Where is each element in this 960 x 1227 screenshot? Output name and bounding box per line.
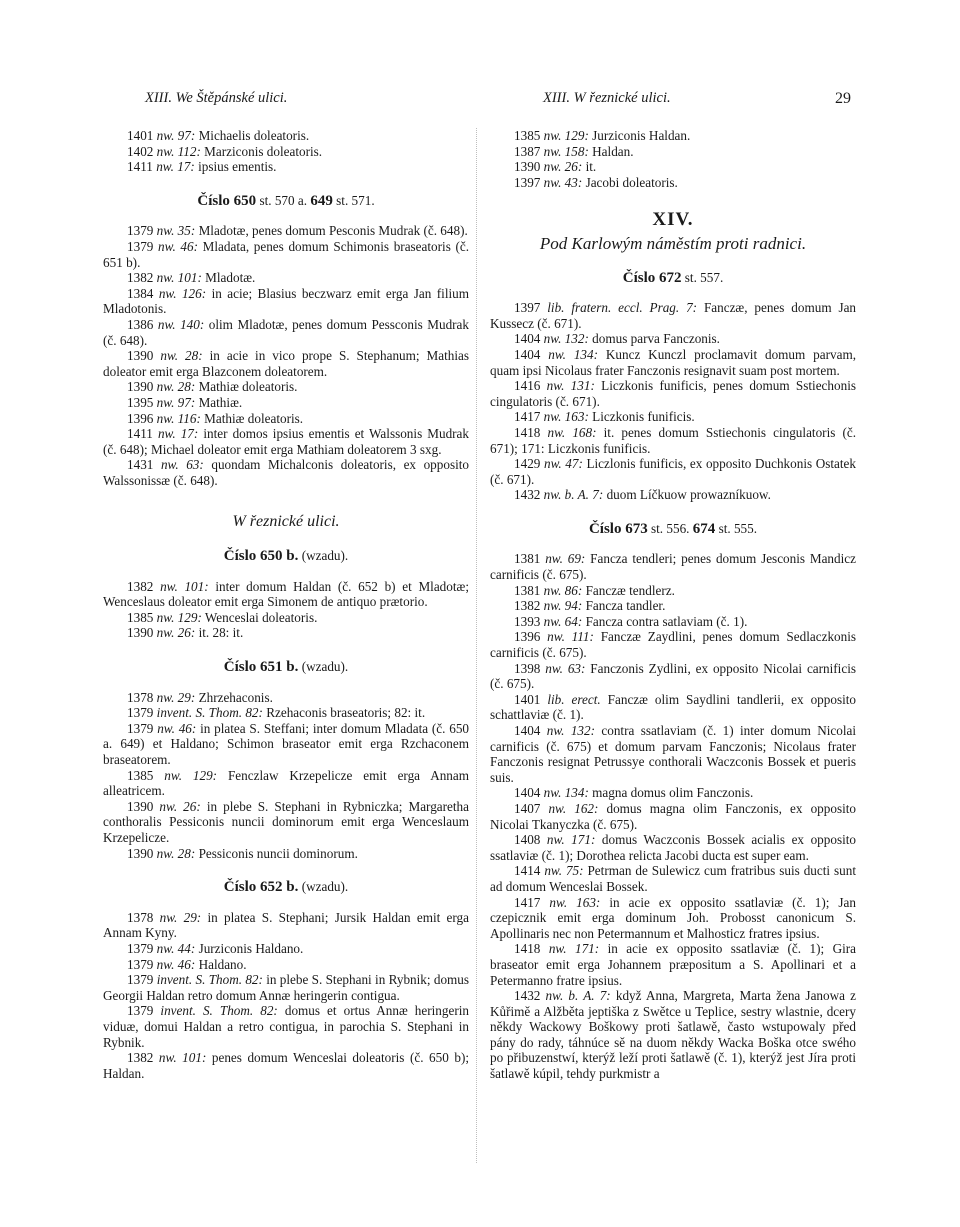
entry — [490, 988, 856, 1082]
entry-text: Fanczæ tendlerz. — [585, 582, 675, 598]
entry — [490, 551, 856, 582]
entry-text: domus Waczconis Bossek acialis ex opposito ssatlaviæ (č. 1); Dorothea relicta Jacobi ducta est super eam. — [490, 832, 856, 863]
entry-text: Mladotæ, penes domum Pesconis Mudrak (č. 648). — [198, 223, 468, 239]
entry-ref: 1378 nw. 29: — [127, 689, 196, 705]
entry-text: in plebe S. Stephani in Rybnik; domus Georgii Haldan retro domum Annæ heringerin contigua. — [103, 972, 470, 1003]
entry-text: domus et ortus Annæ heringerin viduæ, domui Haldan a retro contigua, in parochia S. Stephani in Rybnik. — [103, 1003, 469, 1050]
section-650b-entries — [103, 579, 469, 641]
entry — [490, 801, 856, 832]
entry-text: Fenczlaw Krzepelicze emit erga Annam alleatricem. — [103, 767, 470, 799]
entry — [490, 347, 856, 378]
entry-ref: 1382 nw. 101: — [127, 1050, 207, 1066]
entry-text: olim Mladotæ, penes domum Pessconis Mudrak (č. 648). — [103, 316, 469, 348]
entry-ref: 1397 lib. fratern. eccl. Prag. 7: — [514, 300, 698, 316]
entry-text: Fancza contra satlaviam (č. 1). — [585, 613, 748, 629]
entry-text: Mladata, penes domum Schimonis braseatoris (č. 651 b). — [103, 238, 470, 270]
entry — [103, 395, 469, 411]
entry-text: domus parva Fanczonis. — [592, 331, 720, 347]
entry — [490, 128, 856, 144]
entry-text: Mathiæ doleatoris. — [198, 379, 298, 395]
entry-ref: 1390 nw. 26: — [514, 159, 583, 175]
entry-ref: 1432 nw. b. A. 7: — [514, 988, 611, 1004]
section-651b-entries — [103, 690, 469, 862]
entry — [103, 625, 469, 641]
chapter-number: XIV. — [652, 209, 694, 231]
entry-text: Pessiconis nuncii dominorum. — [198, 845, 358, 861]
entry-text: in acie ex opposito ssatlaviæ (č. 1); Jan czepicznik emit erga dominum Joh. Probosst canonicum S. Apollinaris nec non Petermannum et Malhosticz fratres ipsius. — [490, 894, 856, 941]
entry — [490, 378, 856, 409]
entry — [490, 159, 856, 175]
entry-ref: 1378 nw. 29: — [127, 909, 202, 925]
entry — [103, 579, 469, 610]
entry-text: it. 28: it. — [198, 625, 244, 641]
entry — [103, 1003, 469, 1050]
entry-text: Zhrzehaconis. — [198, 689, 273, 705]
entry — [103, 348, 469, 379]
entry-text: in platea S. Stephani; Jursik Haldan emit erga Annam Kyny. — [103, 909, 469, 941]
entry — [103, 457, 469, 488]
entry — [103, 705, 469, 721]
entry-ref: 1398 nw. 63: — [514, 660, 586, 676]
entry-ref: 1416 nw. 131: — [514, 378, 595, 394]
entry-ref: 1382 nw. 94: — [514, 598, 583, 614]
entry-text: in acie ex opposito ssatlaviæ (č. 1); Gira braseator emit erga Johannem præpositum a S. Apollinari et a Petermanno fratre ipsius. — [490, 941, 857, 988]
entry-text: Liczlonis funificis, ex opposito Duchkonis Ostatek (č. 671). — [490, 456, 856, 487]
entry-ref: 1393 nw. 64: — [514, 613, 583, 629]
entry — [103, 411, 469, 427]
entry — [103, 379, 469, 395]
section-672-entries — [490, 300, 856, 503]
entry — [103, 610, 469, 626]
section-heading-651b: Číslo 651 b. (wzadu). — [223, 659, 349, 676]
entry — [103, 128, 469, 144]
entry — [490, 661, 856, 692]
entry-text: Mathiæ doleatoris. — [204, 410, 304, 426]
entry — [490, 144, 856, 160]
entry-ref: 1411 nw. 17: — [127, 426, 199, 442]
chapter-title: Pod Karlowým náměstím proti radnici. — [539, 233, 807, 253]
entry — [490, 300, 856, 331]
entry-text: it. — [585, 159, 597, 175]
entry-text: Fanczæ olim Saydlini tandlerii, ex opposito schattlaviæ (č. 1). — [490, 691, 856, 723]
entry-text: domus magna olim Fanczonis, ex opposito Nicolai Tkanyczka (č. 675). — [490, 800, 856, 832]
entry-ref: 1381 nw. 69: — [514, 551, 586, 567]
entry-ref: 1390 nw. 26: — [127, 625, 196, 641]
section-673-entries — [490, 551, 856, 1081]
entry-ref: 1379 invent. S. Thom. 82: — [127, 972, 263, 988]
entry — [490, 425, 856, 456]
entry-text: Fancza tandler. — [585, 598, 666, 614]
entry — [490, 583, 856, 599]
entry-ref: 1418 nw. 168: — [514, 424, 597, 440]
entry — [490, 487, 856, 503]
entry-ref: 1379 nw. 46: — [127, 720, 197, 736]
entry — [103, 972, 469, 1003]
entry-text: Jacobi doleatoris. — [585, 174, 678, 190]
entry-ref: 1390 nw. 28: — [127, 379, 196, 395]
entry — [103, 799, 469, 846]
entry — [103, 286, 469, 317]
entry — [103, 426, 469, 457]
entry-text: Mladotæ. — [205, 270, 256, 286]
entry — [103, 846, 469, 862]
entry-ref: 1404 nw. 132: — [514, 723, 595, 738]
entry-ref: 1390 nw. 26: — [127, 798, 201, 814]
right-top-entries — [490, 128, 856, 190]
entry — [490, 723, 856, 785]
entry-text: Rzehaconis braseatoris; 82: it. — [266, 705, 426, 721]
street-subheading: W řeznické ulici. — [232, 513, 340, 531]
entry-ref: 1390 nw. 28: — [127, 845, 196, 861]
entry — [103, 721, 469, 768]
entry-ref: 1379 nw. 35: — [127, 223, 196, 239]
entry-text: Mathiæ. — [198, 394, 243, 410]
left-column — [103, 128, 469, 1081]
page-number: 29 — [835, 90, 851, 107]
entry-text: inter domos ipsius ementis et Walssonis Mudrak (č. 648); Michael doleator emit erga Mathiam doleatorem 3 sxg. — [103, 426, 470, 457]
section-heading-672: Číslo 672 st. 557. — [622, 269, 724, 286]
entry — [490, 175, 856, 191]
entry-ref: 1379 nw. 44: — [127, 940, 196, 956]
entry — [103, 690, 469, 706]
entry — [103, 144, 469, 160]
right-column — [490, 128, 856, 1082]
entry-text: Haldan. — [592, 143, 634, 159]
left-top-entries — [103, 128, 469, 175]
entry — [490, 409, 856, 425]
entry-ref: 1407 nw. 162: — [514, 800, 599, 816]
entry-ref: 1384 nw. 126: — [127, 285, 207, 301]
entry-text: contra ssatlaviam (č. 1) inter domum Nicolai carnificis (č. 675) et domum parvam Fanczonis; Nicolaus frater Fanczonis resignat Petrussye conthorali Waczconis Bossek et pueris suis. — [490, 723, 857, 785]
entry — [490, 832, 856, 863]
entry-ref: 1379 invent. S. Thom. 82: — [127, 1003, 278, 1019]
entry — [490, 456, 856, 487]
entry — [490, 331, 856, 347]
entry-text: Fancza tendleri; penes domum Jesconis Mandicz carnificis (č. 675). — [490, 551, 856, 583]
entry-ref: 1396 nw. 116: — [127, 410, 201, 426]
section-heading-650b: Číslo 650 b. (wzadu). — [223, 548, 349, 565]
entry-ref: 1395 nw. 97: — [127, 394, 196, 410]
entry-text: když Anna, Margreta, Marta žena Janowa z Kůřimě a Alžběta jeptiška z Swětce u Teplice, sestry wlastnie, dcery někdy Wackowy Boškowy proti šatlawě, často wstupowaly před pány do rady, táhnúce sě na duom někdy Wacka Boška otce swého po přibuzenstwí, kterýž leží proti šatlawě (č. 1), kterýž jest Jíra proti šatlawě kúpil, tehdy purkmistr a — [490, 988, 856, 1082]
section-heading-673: Číslo 673 st. 556. 674 st. 555. — [588, 520, 758, 537]
entry-ref: 1408 nw. 171: — [514, 832, 596, 848]
entry-ref: 1396 nw. 111: — [514, 629, 594, 645]
entry-ref: 1379 nw. 46: — [127, 956, 196, 972]
entry-ref: 1381 nw. 86: — [514, 582, 583, 598]
entry — [490, 692, 856, 723]
entry — [490, 614, 856, 630]
section-652b-entries — [103, 910, 469, 1082]
entry-text: in acie; Blasius beczwarz emit erga Jan filium Mladotonis. — [103, 285, 470, 317]
entry-text: quondam Michalconis doleatoris, ex opposito Walssonissæ (č. 648). — [103, 457, 470, 488]
entry-text: duom Líčkuow prowazníkuow. — [606, 487, 771, 503]
entry-text: Petrman de Sulewicz cum fratribus suis ducti sunt ad domum Wenceslai Bossek. — [490, 863, 856, 894]
entry — [103, 270, 469, 286]
entry-text: Haldano. — [198, 956, 247, 972]
entry-ref: 1411 nw. 17: — [127, 159, 195, 175]
entry — [103, 957, 469, 973]
entry-text: in plebe S. Stephani in Rybniczka; Margaretha conthoralis Pessiconis nuncii dominorum emit erga Wenceslaum Krzepelicze. — [103, 798, 470, 845]
entry — [103, 1050, 469, 1081]
entry-text: inter domum Haldan (č. 652 b) et Mladotæ; Wenceslaus doleator emit erga Simonem de antiquo prætorio. — [103, 578, 469, 610]
entry-text: Marziconis doleatoris. — [204, 143, 323, 159]
entry-ref: 1429 nw. 47: — [514, 456, 583, 472]
entry-text: Jurziconis Haldan. — [592, 128, 691, 143]
entry-ref: 1414 nw. 75: — [514, 863, 584, 879]
entry — [490, 785, 856, 801]
section-heading-650: Číslo 650 st. 570 a. 649 st. 571. — [197, 192, 375, 209]
entry-ref: 1386 nw. 140: — [127, 316, 205, 332]
entry-ref: 1404 nw. 134: — [514, 346, 599, 362]
entry-text: ipsius ementis. — [198, 159, 277, 175]
entry — [103, 223, 469, 239]
entry-ref: 1417 nw. 163: — [514, 894, 601, 910]
entry-ref: 1385 nw. 129: — [127, 767, 218, 783]
entry — [103, 768, 469, 799]
entry-ref: 1417 nw. 163: — [514, 409, 589, 425]
entry — [490, 895, 856, 942]
entry-ref: 1379 invent. S. Thom. 82: — [127, 705, 263, 721]
entry-ref: 1418 nw. 171: — [514, 941, 600, 957]
entry-ref: 1401 nw. 97: — [127, 128, 196, 143]
entry-ref: 1382 nw. 101: — [127, 270, 202, 286]
entry-text: in acie in vico prope S. Stephanum; Mathias doleator emit erga Blazconem doleatorem. — [103, 348, 470, 379]
entry-text: it. penes domum Sstiechonis cingulatoris (č. 671); 171: Liczkonis funificis. — [490, 424, 857, 456]
entry-ref: 1431 nw. 63: — [127, 457, 204, 473]
entry-text: penes domum Wenceslai doleatoris (č. 650 b); Haldan. — [103, 1050, 470, 1081]
entry — [490, 863, 856, 894]
running-header-left: XIII. We Štěpánské ulici. — [145, 90, 288, 106]
entry — [103, 910, 469, 941]
entry-text: Jurziconis Haldano. — [198, 940, 304, 956]
entry-text: Fanczæ, penes domum Jan Kussecz (č. 671). — [490, 300, 857, 331]
entry-text: Wenceslai doleatoris. — [204, 609, 318, 625]
entry-ref: 1397 nw. 43: — [514, 174, 583, 190]
entry — [103, 159, 469, 175]
entry-ref: 1382 nw. 101: — [127, 578, 209, 594]
entry-ref: 1404 nw. 132: — [514, 331, 589, 347]
entry-ref: 1385 nw. 129: — [514, 128, 589, 143]
running-header-center: XIII. W řeznické ulici. — [543, 90, 671, 106]
column-divider — [476, 128, 477, 1163]
entry-text: Liczkonis funificis, penes domum Sstiechonis cingulatoris (č. 671). — [490, 378, 856, 409]
entry-ref: 1387 nw. 158: — [514, 143, 589, 159]
entry — [490, 941, 856, 988]
entry — [490, 598, 856, 614]
entry-text: Liczkonis funificis. — [592, 409, 695, 425]
entry-text: Kuncz Kunczl proclamavit domum parvam, quam ipsi Nicolaus frater Fanczonis resignavit suam post mortem. — [490, 346, 856, 378]
entry-ref: 1379 nw. 46: — [127, 238, 198, 254]
entry-text: Michaelis doleatoris. — [198, 128, 310, 143]
section-650-entries — [103, 223, 469, 488]
entry — [103, 941, 469, 957]
entry — [103, 239, 469, 270]
entry-text: magna domus olim Fanczonis. — [592, 785, 754, 801]
entry-text: Fanczonis Zydlini, ex opposito Nicolai carnificis (č. 675). — [490, 660, 857, 692]
section-heading-652b: Číslo 652 b. (wzadu). — [223, 879, 349, 896]
entry-ref: 1390 nw. 28: — [127, 348, 203, 364]
entry-text: in platea S. Steffani; inter domum Mladata (č. 650 a. 649) et Haldano; Schimon braseator emit erga Rzchaconem braseatorem. — [103, 720, 470, 767]
entry — [490, 629, 856, 660]
entry-text: Fanczæ Zaydlini, penes domum Sedlaczkonis carnificis (č. 675). — [490, 629, 857, 661]
entry-ref: 1404 nw. 134: — [514, 785, 589, 801]
entry-ref: 1385 nw. 129: — [127, 609, 202, 625]
entry — [103, 317, 469, 348]
entry-ref: 1401 lib. erect. — [514, 691, 601, 707]
entry-ref: 1402 nw. 112: — [127, 143, 201, 159]
entry-ref: 1432 nw. b. A. 7: — [514, 487, 604, 503]
